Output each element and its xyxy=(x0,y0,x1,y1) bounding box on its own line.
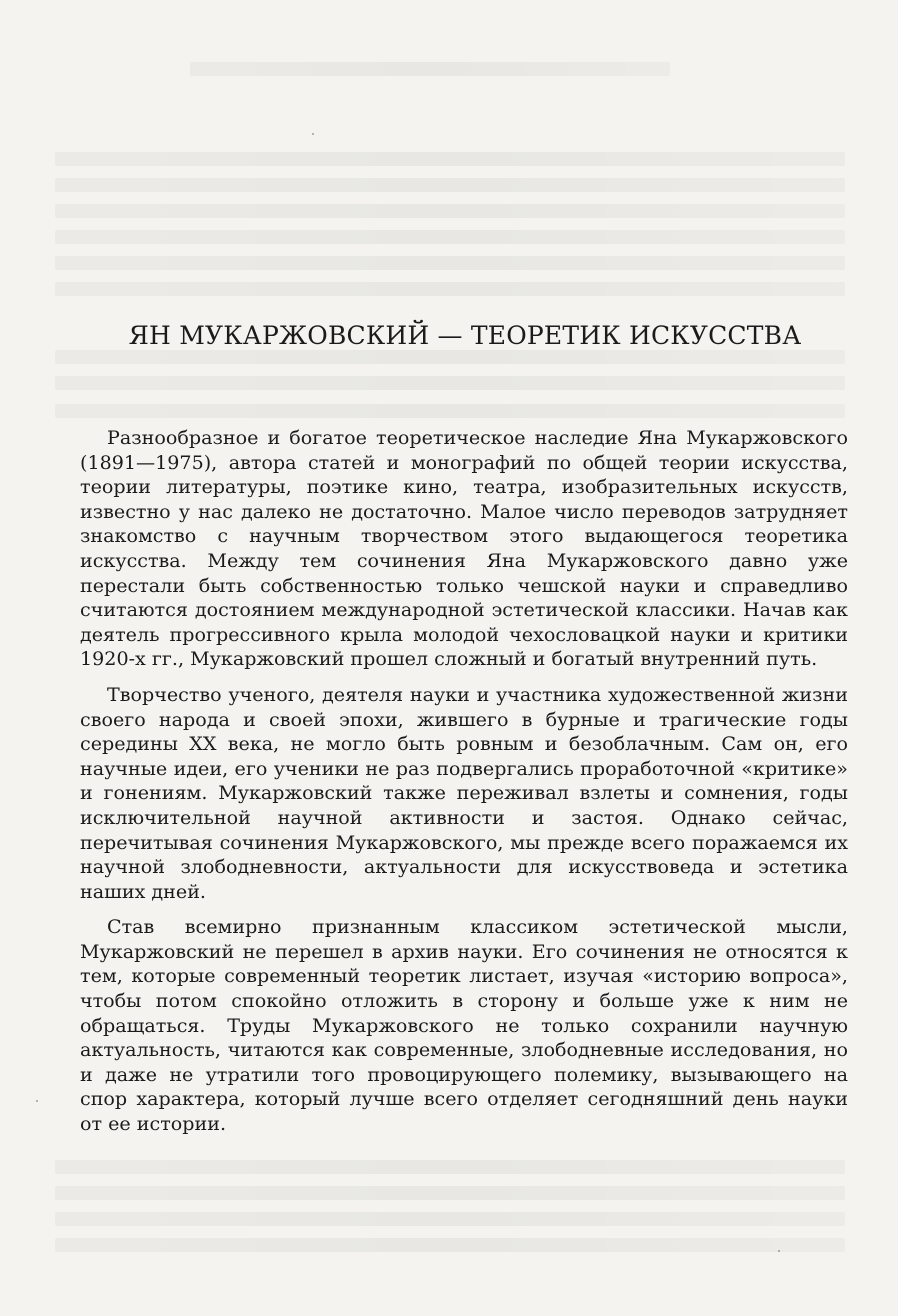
bleed-through-line xyxy=(55,230,845,244)
bleed-through-line xyxy=(55,1160,845,1174)
bleed-through-line xyxy=(55,256,845,270)
scan-speck xyxy=(778,1250,780,1252)
bleed-through-line xyxy=(55,376,845,390)
bleed-through-line xyxy=(55,282,845,296)
bleed-through-line xyxy=(55,1186,845,1200)
bleed-through-line xyxy=(55,1238,845,1252)
bleed-through-line xyxy=(55,178,845,192)
bleed-through-line xyxy=(55,204,845,218)
bleed-through-line xyxy=(55,404,845,418)
paragraph: Творчество ученого, деятеля науки и участника художественной жизни своего народа и своей эпохи, жившего в бурные и трагические годы середины XX века, не могло быть ровным и безоблачным. Сам он, его научные идеи, его ученики не раз подвергались проработочной «критике» и гонениям. Мукаржовский также переживал взлеты и сомнения, годы исключительной научной активности и застоя. Однако сейчас, перечитывая сочинения Мукаржовского, мы прежде всего поражаемся их научной злободневности, актуальности для искусствоведа и эстетика наших дней. xyxy=(80,682,848,903)
paragraph: Став всемирно признанным классиком эстетической мысли, Мукаржовский не перешел в архив науки. Его сочинения не относятся к тем, которые современный теоретик листает, изучая «историю вопроса», чтобы потом спокойно отложить в сторону и больше уже к ним не обращаться. Труды Мукаржовского не только сохранили научную актуальность, читаются как современные, злободневные исследования, но и даже не утратили того провоцирующего полемику, вызывающего на спор характера, который лучше всего отделяет сегодняшний день науки от ее истории. xyxy=(80,915,848,1136)
scan-speck xyxy=(312,133,314,135)
page-title: ЯН МУКАРЖОВСКИЙ — ТЕОРЕТИК ИСКУССТВА xyxy=(128,321,802,350)
scan-speck xyxy=(36,1100,38,1102)
paragraph: Разнообразное и богатое теоретическое наследие Яна Мукаржовского (1891—1975), автора статей и монографий по общей теории искусства, теории литературы, поэтике кино, театра, изобразительных искусств, известно у нас далеко не достаточно. Малое число переводов затрудняет знакомство с научным творчеством этого выдающегося теоретика искусства. Между тем сочинения Яна Мукаржовского давно уже перестали быть собственностью только чешской науки и справедливо считаются достоянием международной эстетической классики. Начав как деятель прогрессивного крыла молодой чехословацкой науки и критики 1920-х гг., Мукаржовский прошел сложный и богатый внутренний путь. xyxy=(80,426,848,671)
bleed-through-line xyxy=(190,62,670,76)
bleed-through-line xyxy=(55,152,845,166)
bleed-through-line xyxy=(55,1212,845,1226)
body-text xyxy=(80,426,848,1148)
